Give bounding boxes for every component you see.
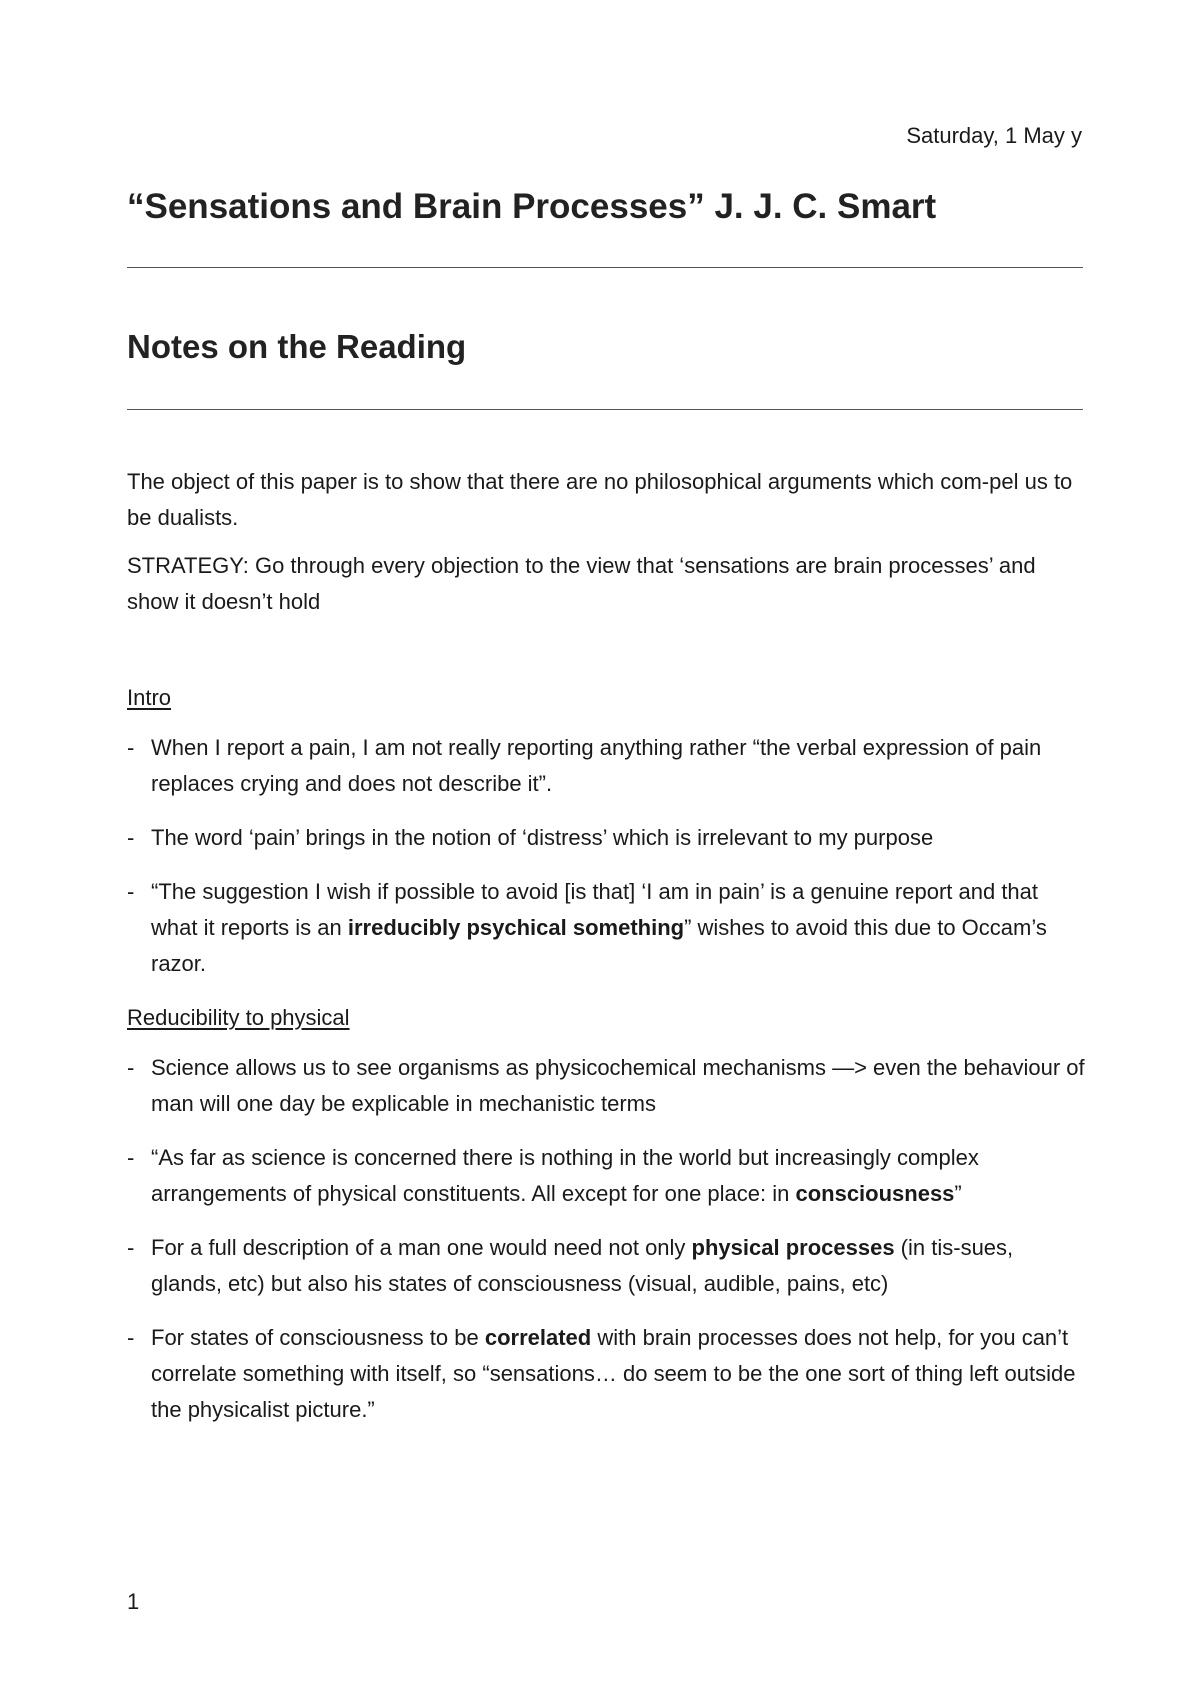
document-body: [127, 464, 1087, 1446]
paragraph-strategy: STRATEGY: Go through every objection to the view that ‘sensations are brain processes’ and show it doesn’t hold: [127, 553, 1036, 614]
list-item-text: When I report a pain, I am not really reporting anything rather “the verbal expression of pain replaces crying and does not describe it”.: [151, 735, 1042, 796]
dash-bullet: -: [127, 735, 135, 760]
horizontal-rule: [127, 409, 1083, 410]
list-item-text: For states of consciousness to be: [151, 1325, 485, 1350]
bold-term: physical processes: [691, 1235, 895, 1260]
section-heading-reducibility: Reducibility to physical: [127, 1005, 350, 1030]
dash-bullet: -: [127, 1235, 135, 1260]
list-item-text: ”: [954, 1181, 962, 1206]
bold-term: correlated: [484, 1325, 592, 1350]
list-item: [127, 820, 1087, 856]
list-item: [127, 874, 1087, 982]
section-title: Notes on the Reading: [127, 328, 467, 365]
list-item: [127, 1320, 1087, 1428]
dash-bullet: -: [127, 825, 135, 850]
list-item-text: ” wishes to avoid this due to Occam’s razor.: [151, 915, 1047, 976]
list-item: [127, 730, 1087, 802]
document-title: “Sensations and Brain Processes” J. J. C. Smart: [127, 187, 937, 226]
bold-term: irreducibly psychical something: [347, 915, 685, 940]
list-item-text: (in tis-sues, glands, etc) but also his states of consciousness (visual, audible, pains, etc): [151, 1235, 1014, 1296]
page-number: 1: [127, 1589, 140, 1614]
list-item: [127, 1050, 1087, 1122]
dash-bullet: -: [127, 1145, 135, 1170]
horizontal-rule: [127, 267, 1083, 268]
paragraph-object: The object of this paper is to show that there are no philosophical arguments which com-pel us to be dualists.: [127, 469, 1073, 530]
reducibility-list: [127, 1050, 1087, 1428]
bold-term: consciousness: [795, 1181, 955, 1206]
list-item-text: The word ‘pain’ brings in the notion of ‘distress’ which is irrelevant to my purpose: [151, 825, 934, 850]
list-item: [127, 1140, 1087, 1212]
dash-bullet: -: [127, 1325, 135, 1350]
dash-bullet: -: [127, 1055, 135, 1080]
list-item: [127, 1230, 1087, 1302]
list-item-text: “The suggestion I wish if possible to avoid [is that] ‘I am in pain’ is a genuine report and that what it reports is an: [151, 879, 1039, 940]
list-item-text: with brain processes does not help, for you can’t correlate something with itself, so “sensations… do seem to be the one sort of thing left outside the physicalist picture.”: [151, 1325, 1076, 1422]
section-heading-intro: Intro: [127, 685, 172, 710]
intro-list: [127, 730, 1087, 982]
document-date: Saturday, 1 May y: [906, 123, 1082, 148]
list-item-text: Science allows us to see organisms as physicochemical mechanisms —> even the behaviour of man will one day be explicable in mechanistic terms: [151, 1055, 1085, 1116]
list-item-text: For a full description of a man one would need not only: [151, 1235, 692, 1260]
dash-bullet: -: [127, 879, 135, 904]
list-item-text: “As far as science is concerned there is nothing in the world but increasingly complex arrangements of physical constituents. All except for one place: in: [151, 1145, 979, 1206]
